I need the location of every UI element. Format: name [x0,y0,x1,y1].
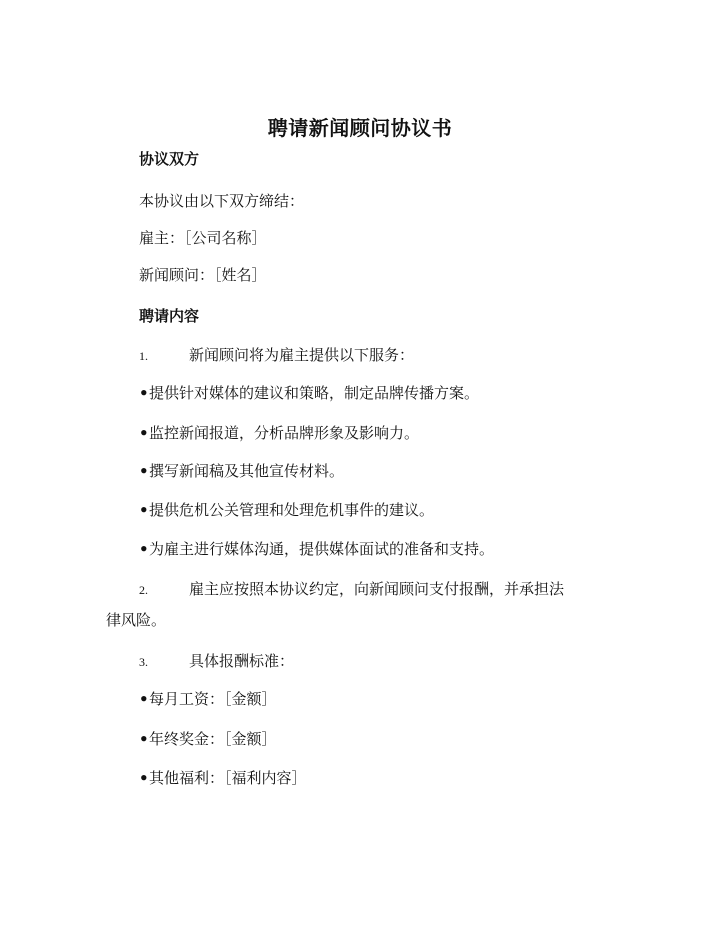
item-1 [139,344,414,367]
employer-line: 雇主：［公司名称］ [139,229,267,247]
parties-intro: 本协议由以下双方缔结： [139,192,305,210]
list-item [139,767,307,789]
list-item [139,460,344,482]
list-item-text: 其他福利：［福利内容］ [149,769,307,787]
bullet-icon: • [139,730,149,748]
list-item-text: 年终奖金：［金额］ [149,730,277,748]
section-heading-content: 聘请内容 [139,307,200,325]
consultant-line: 新闻顾问：［姓名］ [139,266,267,284]
bullet-icon: • [139,462,149,480]
item-number: 3. [139,655,148,669]
item-number: 1. [139,349,148,363]
item-text: 雇主应按照本协议约定，向新闻顾问支付报酬，并承担法 [189,580,565,598]
document-title: 聘请新闻顾问协议书 [267,116,453,140]
list-item [139,728,277,750]
list-item-text: 每月工资：［金额］ [149,690,277,708]
item-text: 新闻顾问将为雇主提供以下服务： [189,346,415,364]
bullet-icon: • [139,540,149,558]
bullet-icon: • [139,501,149,519]
item-2 [139,578,564,601]
bullet-icon: • [139,384,149,402]
section-heading-parties: 协议双方 [139,150,200,168]
item-text: 具体报酬标准： [189,652,295,670]
list-item-text: 提供针对媒体的建议和策略，制定品牌传播方案。 [149,384,480,402]
item-number: 2. [139,583,148,597]
list-item-text: 撰写新闻稿及其他宣传材料。 [149,462,345,480]
bullet-icon: • [139,424,149,442]
list-item [139,499,434,521]
list-item-text: 监控新闻报道，分析品牌形象及影响力。 [149,424,420,442]
list-item [139,688,277,710]
bullet-icon: • [139,690,149,708]
list-item [139,538,494,560]
list-item-text: 为雇主进行媒体沟通，提供媒体面试的准备和支持。 [149,540,495,558]
item-3 [139,650,294,673]
list-item-text: 提供危机公关管理和处理危机事件的建议。 [149,501,435,519]
list-item [139,422,419,444]
bullet-icon: • [139,769,149,787]
list-item [139,382,479,404]
item-2-continuation: 律风险。 [106,611,167,629]
